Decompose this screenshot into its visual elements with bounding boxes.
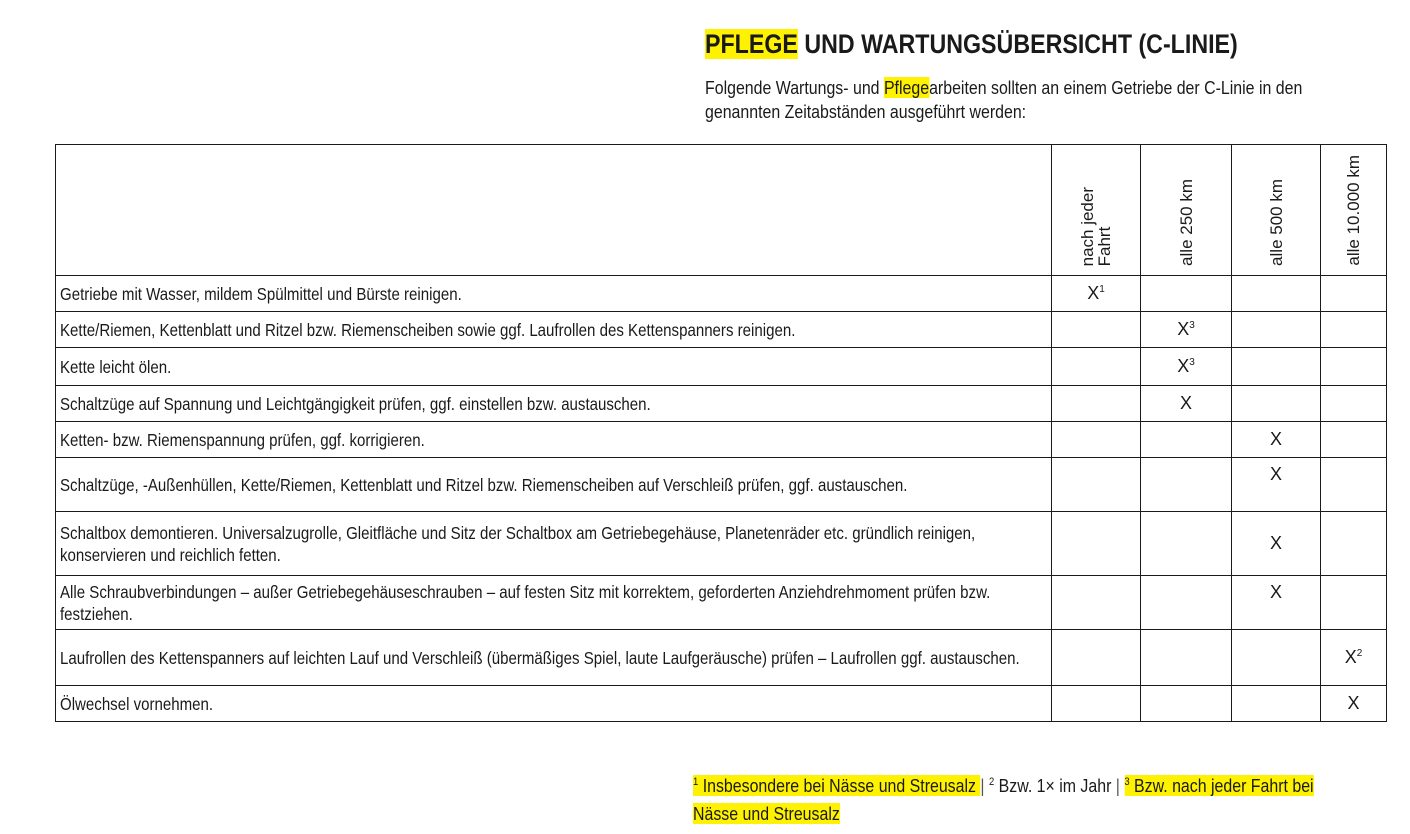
interval-mark-cell <box>1141 348 1232 386</box>
interval-mark-cell <box>1232 630 1321 686</box>
mark-footnote-ref: 3 <box>1189 357 1195 368</box>
interval-mark-cell <box>1321 386 1387 422</box>
interval-mark-cell <box>1232 512 1321 576</box>
interval-mark-cell <box>1052 348 1141 386</box>
interval-mark-cell <box>1052 686 1141 722</box>
footnote-separator: | <box>980 775 985 797</box>
intro-after: arbeiten sollten an einem Getriebe der C-Linie in den genannten Zeitabständen ausgeführt werden: <box>705 77 1303 122</box>
footnote-1-number: 1 <box>693 776 699 788</box>
intro-text <box>705 76 1367 124</box>
task-cell <box>56 576 1052 630</box>
mark-footnote-ref: 2 <box>1356 648 1363 659</box>
interval-mark: X <box>1344 647 1357 667</box>
interval-mark: X <box>1177 356 1190 376</box>
interval-mark-cell <box>1141 386 1232 422</box>
interval-mark-cell <box>1052 512 1141 576</box>
interval-mark-cell <box>1052 386 1141 422</box>
interval-mark-cell <box>1141 512 1232 576</box>
task-cell <box>56 386 1052 422</box>
table-row <box>56 576 1387 630</box>
title-highlight: PFLEGE <box>705 29 798 59</box>
interval-mark-cell <box>1052 276 1141 312</box>
task-cell <box>56 630 1052 686</box>
interval-mark: X <box>1269 582 1282 602</box>
footnote-2-number: 2 <box>988 776 995 788</box>
interval-mark-cell <box>1321 576 1387 630</box>
table-row <box>56 276 1387 312</box>
page-title <box>705 26 1238 62</box>
maintenance-table <box>55 144 1387 722</box>
task-cell <box>56 512 1052 576</box>
footnote-separator: | <box>1115 775 1120 797</box>
task-cell <box>56 422 1052 458</box>
title-rest: UND WARTUNGSÜBERSICHT (C-LINIE) <box>797 29 1238 59</box>
task-cell <box>56 312 1052 348</box>
task-text: Ketten- bzw. Riemenspannung prüfen, ggf. korrigieren. <box>60 430 425 450</box>
interval-mark-cell <box>1321 458 1387 512</box>
header-line: alle 500 km <box>1266 179 1286 266</box>
table-row <box>56 512 1387 576</box>
header-line: Fahrt <box>1095 226 1114 266</box>
task-text: Schaltzüge auf Spannung und Leichtgängigkeit prüfen, ggf. einstellen bzw. austauschen. <box>60 394 651 414</box>
interval-mark-cell <box>1321 276 1387 312</box>
intro-highlight: Pflege <box>883 77 930 98</box>
footnote-3-number: 3 <box>1124 776 1130 788</box>
table-row <box>56 348 1387 386</box>
task-text: Schaltbox demontieren. Universalzugrolle, Gleitfläche und Sitz der Schaltbox am Getriebegehäuse, Planetenräder etc. gründlich reinigen, konservieren und reichlich fetten. <box>60 523 976 565</box>
task-cell <box>56 686 1052 722</box>
task-text: Laufrollen des Kettenspanners auf leichten Lauf und Verschleiß (übermäßiges Spiel, laute Laufgeräusche) prüfen – Laufrollen ggf. austauschen. <box>60 648 1020 668</box>
header-interval-after-ride <box>1052 145 1141 276</box>
footnote-2 <box>989 775 1116 796</box>
interval-mark: X <box>1347 693 1360 713</box>
task-text: Kette/Riemen, Kettenblatt und Ritzel bzw. Riemenscheiben sowie ggf. Laufrollen des Kettenspanners reinigen. <box>60 320 796 340</box>
interval-mark-cell <box>1052 422 1141 458</box>
interval-mark: X <box>1269 533 1282 553</box>
intro-before: Folgende Wartungs- und <box>705 77 884 98</box>
interval-mark-cell <box>1321 312 1387 348</box>
interval-mark-cell <box>1141 630 1232 686</box>
interval-mark-cell <box>1232 348 1321 386</box>
table-row <box>56 630 1387 686</box>
interval-mark-cell <box>1232 458 1321 512</box>
interval-mark-cell <box>1321 630 1387 686</box>
footnote-1 <box>693 775 980 796</box>
interval-mark: X <box>1179 393 1192 413</box>
task-cell <box>56 458 1052 512</box>
interval-mark-cell <box>1141 276 1232 312</box>
footnote-3-text: Bzw. nach jeder Fahrt bei Nässe und Streusalz <box>693 775 1314 825</box>
table-header-row <box>56 145 1387 276</box>
interval-mark-cell <box>1321 422 1387 458</box>
table-row <box>56 458 1387 512</box>
interval-mark: X <box>1269 464 1282 484</box>
task-text: Kette leicht ölen. <box>60 357 172 377</box>
interval-mark-cell <box>1232 686 1321 722</box>
table-row <box>56 686 1387 722</box>
table-row <box>56 422 1387 458</box>
interval-mark-cell <box>1232 386 1321 422</box>
mark-footnote-ref: 3 <box>1189 320 1195 331</box>
header-line: alle 250 km <box>1176 179 1196 266</box>
interval-mark: X <box>1087 283 1100 303</box>
header-interval-500km <box>1232 145 1321 276</box>
interval-mark-cell <box>1232 312 1321 348</box>
header-blank-cell <box>56 145 1052 276</box>
interval-mark-cell <box>1141 458 1232 512</box>
task-text: Schaltzüge, -Außenhüllen, Kette/Riemen, Kettenblatt und Ritzel bzw. Riemenscheiben auf Verschleiß prüfen, ggf. austauschen. <box>60 475 908 495</box>
mark-footnote-ref: 1 <box>1099 284 1105 295</box>
interval-mark-cell <box>1141 312 1232 348</box>
interval-mark-cell <box>1141 422 1232 458</box>
interval-mark-cell <box>1232 276 1321 312</box>
interval-mark-cell <box>1321 512 1387 576</box>
interval-mark-cell <box>1232 422 1321 458</box>
task-text: Ölwechsel vornehmen. <box>60 694 214 714</box>
header-interval-250km <box>1141 145 1232 276</box>
interval-mark-cell <box>1321 686 1387 722</box>
task-text: Alle Schraubverbindungen – außer Getriebegehäuseschrauben – auf festen Sitz mit korrektem, geforderten Anziehdrehmoment prüfen bzw. festziehen. <box>60 582 991 624</box>
interval-mark-cell <box>1141 576 1232 630</box>
interval-mark-cell <box>1052 458 1141 512</box>
header-interval-10000km <box>1321 145 1387 276</box>
interval-mark-cell <box>1321 348 1387 386</box>
table-row <box>56 386 1387 422</box>
task-cell <box>56 348 1052 386</box>
header-line: alle 10.000 km <box>1344 155 1363 266</box>
footnotes <box>693 768 1333 828</box>
footnote-1-text: Insbesondere bei Nässe und Streusalz <box>698 775 981 797</box>
interval-mark-cell <box>1141 686 1232 722</box>
interval-mark: X <box>1177 319 1190 339</box>
footnote-2-text: Bzw. 1× im Jahr <box>994 775 1116 797</box>
task-text: Getriebe mit Wasser, mildem Spülmittel und Bürste reinigen. <box>60 284 462 304</box>
interval-mark-cell <box>1052 312 1141 348</box>
header-line: nach jeder <box>1078 186 1097 266</box>
interval-mark: X <box>1269 429 1282 449</box>
task-cell <box>56 276 1052 312</box>
interval-mark-cell <box>1232 576 1321 630</box>
interval-mark-cell <box>1052 630 1141 686</box>
interval-mark-cell <box>1052 576 1141 630</box>
table-row <box>56 312 1387 348</box>
